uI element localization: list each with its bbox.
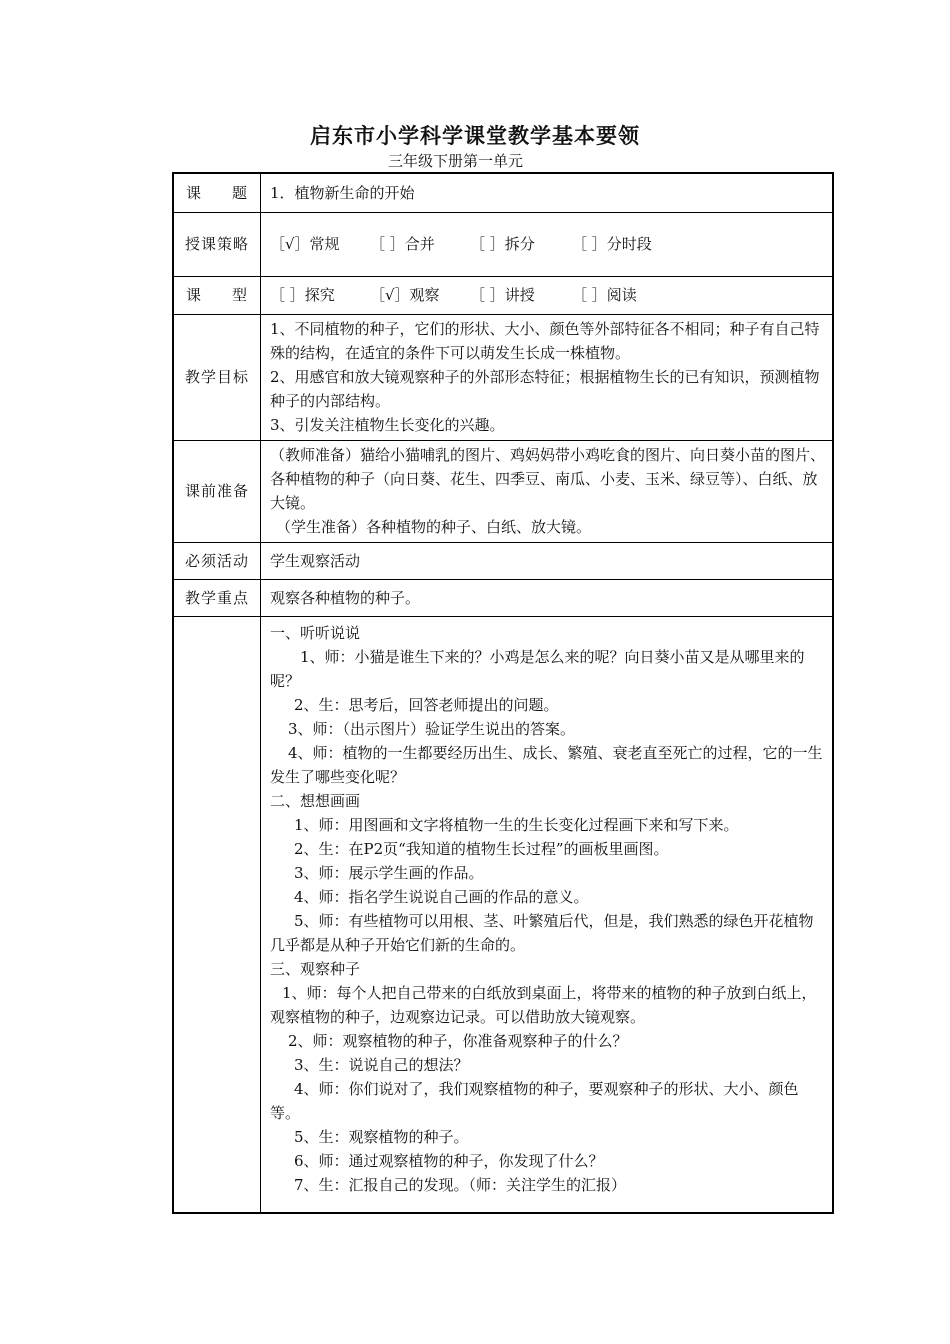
process-line: 3、生：说说自己的想法？ (294, 1055, 469, 1074)
type-option-read[interactable]: ［ ］阅读 (572, 286, 637, 304)
row-label-type: 课型 (173, 276, 261, 314)
process-line: 2、师：观察植物的种子，你准备观察种子的什么？ (288, 1031, 628, 1050)
type-options (270, 283, 826, 307)
row-label-prep: 课前准备 (173, 440, 261, 542)
prep-teacher: （教师准备）猫给小猫哺乳的图片、鸡妈妈带小鸡吃食的图片、向日葵小苗的图片、各种植物的种子（向日葵、花生、四季豆、南瓜、小麦、玉米、绿豆等）、白纸、放大镜。 (270, 446, 826, 512)
document-subtitle: 三年级下册第一单元 (388, 152, 524, 170)
process-line: 1、师：小猫是谁生下来的？小鸡是怎么来的呢？向日葵小苗又是从哪里来的呢？ (270, 647, 805, 690)
process-line: 6、师：通过观察植物的种子，你发现了什么？ (294, 1151, 604, 1170)
table-row-topic (173, 173, 833, 212)
process-line: 4、师：你们说对了，我们观察植物的种子，要观察种子的形状、大小、颜色等。 (270, 1079, 799, 1122)
goals-text: 1、不同植物的种子，它们的形状、大小、颜色等外部特征各不相同；种子有自己特殊的结构，在适宜的条件下可以萌发生长成一株植物。 2、用感官和放大镜观察种子的外部形态特征；根据植物生长的已有知识，预测植物种子的内部结构。 3、引发关注植物生长变化的兴趣。 (261, 314, 834, 440)
process-line: 二、想想画画 (270, 791, 361, 810)
process-line: 1、师：每个人把自己带来的白纸放到桌面上，将带来的植物的种子放到白纸上，观察植物的种子，边观察边记录。可以借助放大镜观察。 (270, 983, 817, 1026)
process-content (261, 616, 834, 1213)
strategy-option-regular[interactable]: ［√］常规 (270, 235, 340, 253)
row-label-goals: 教学目标 (173, 314, 261, 440)
process-line: 1、师：用图画和文字将植物一生的生长变化过程画下来和写下来。 (294, 815, 739, 834)
table-row-goals (173, 314, 833, 440)
row-label-process (173, 616, 261, 1213)
document-title: 启东市小学科学课堂教学基本要领 (310, 124, 640, 148)
table-row-activity (173, 542, 833, 579)
strategy-option-merge[interactable]: ［ ］合并 (370, 235, 435, 253)
process-line: 一、听听说说 (270, 623, 361, 642)
process-line: 2、生：思考后，回答老师提出的问题。 (294, 695, 559, 714)
process-line: 3、师：展示学生画的作品。 (294, 863, 484, 882)
activity-value: 学生观察活动 (261, 542, 834, 579)
process-line: 3、师：（出示图片）验证学生说出的答案。 (288, 719, 576, 738)
row-label-focus: 教学重点 (173, 579, 261, 616)
type-option-observe[interactable]: ［√］观察 (370, 286, 440, 304)
strategy-option-timed[interactable]: ［ ］分时段 (572, 235, 652, 253)
prep-student: （学生准备）各种植物的种子、白纸、放大镜。 (276, 518, 592, 536)
process-line: 4、师：植物的一生都要经历出生、成长、繁殖、衰老直至死亡的过程，它的一生发生了哪些变化呢？ (270, 743, 823, 786)
process-line: 4、师：指名学生说说自己画的作品的意义。 (294, 887, 589, 906)
type-option-explore[interactable]: ［ ］探究 (270, 286, 335, 304)
process-line: 5、师：有些植物可以用根、茎、叶繁殖后代，但是，我们熟悉的绿色开花植物几乎都是从种子开始它们新的生命的。 (270, 911, 814, 954)
table-row-type (173, 276, 833, 314)
strategy-options (270, 232, 826, 256)
strategy-option-split[interactable]: ［ ］拆分 (470, 235, 535, 253)
table-row-process (173, 616, 833, 1213)
type-option-lecture[interactable]: ［ ］讲授 (470, 286, 535, 304)
process-line: 2、生：在P2页“我知道的植物生长过程”的画板里画图。 (294, 839, 669, 858)
table-row-prep (173, 440, 833, 542)
process-line: 5、生：观察植物的种子。 (294, 1127, 469, 1146)
row-label-strategy: 授课策略 (173, 212, 261, 276)
row-label-activity: 必须活动 (173, 542, 261, 579)
table-row-focus (173, 579, 833, 616)
topic-value: 1．植物新生命的开始 (261, 173, 834, 212)
lesson-plan-table (172, 172, 834, 1214)
table-row-strategy (173, 212, 833, 276)
process-line: 三、观察种子 (270, 959, 361, 978)
process-line: 7、生：汇报自己的发现。（师：关注学生的汇报） (294, 1175, 627, 1194)
focus-value: 观察各种植物的种子。 (261, 579, 834, 616)
row-label-topic: 课题 (173, 173, 261, 212)
